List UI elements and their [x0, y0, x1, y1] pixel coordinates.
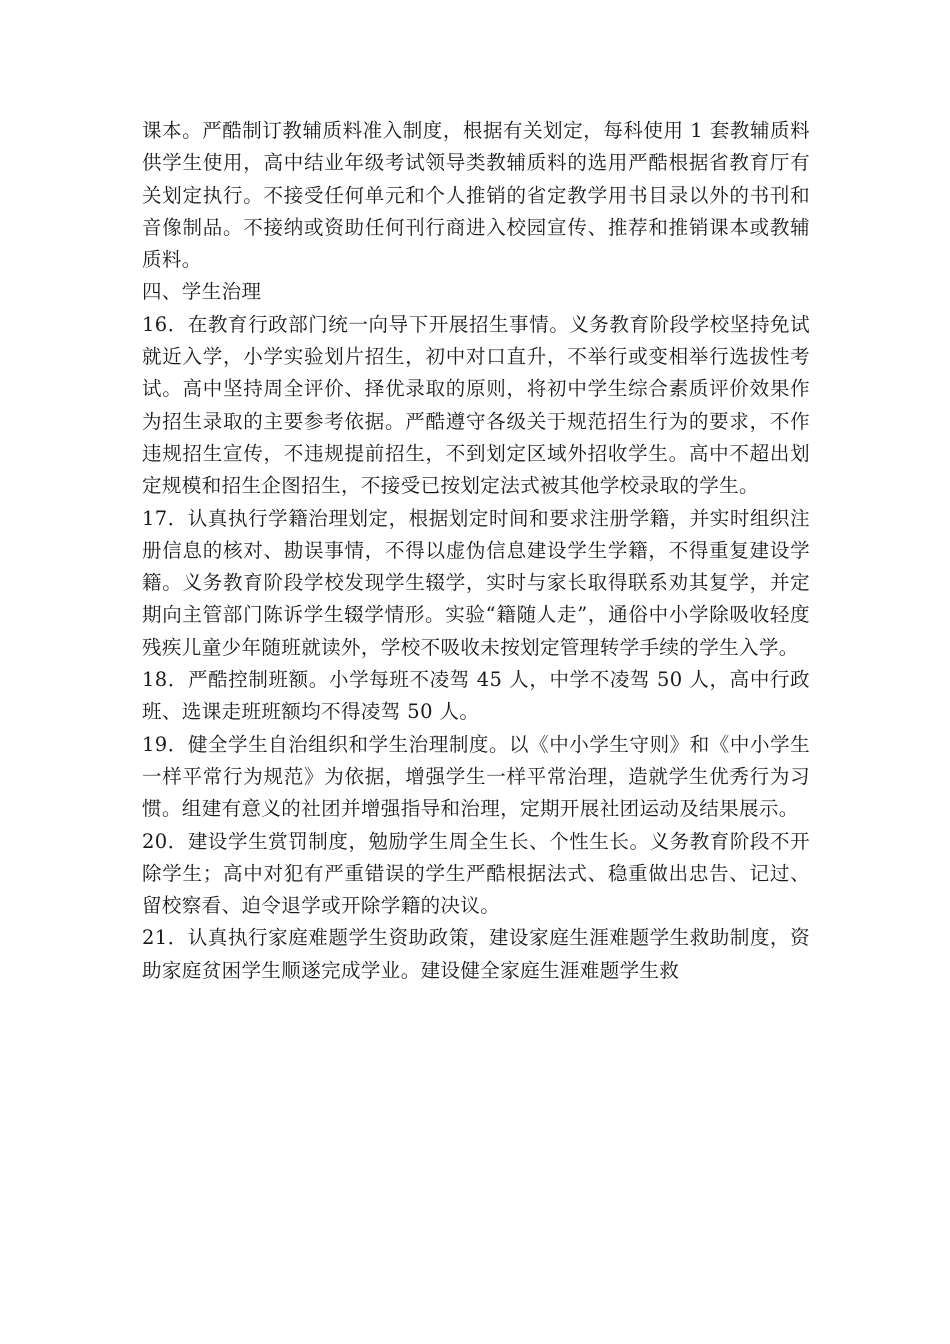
document-body — [142, 115, 810, 987]
paragraph-item-21: 21．认真执行家庭难题学生资助政策，建设家庭生涯难题学生救助制度，资助家庭贫困学生顺遂完成学业。建设健全家庭生涯难题学生救 — [142, 926, 810, 982]
paragraph-item-20: 20．建设学生赏罚制度，勉励学生周全生长、个性生长。义务教育阶段不开除学生；高中对犯有严重错误的学生严酷根据法式、稳重做出忠告、记过、留校察看、迫令退学或开除学籍的决议。 — [142, 829, 810, 918]
paragraph-textbook-materials: 课本。严酷制订教辅质料准入制度，根据有关划定，每科使用 1 套教辅质料供学生使用，高中结业年级考试领导类教辅质料的选用严酷根据省教育厅有关划定执行。不接受任何单元和个人推销的省定教学用书目录以外的书刊和音像制品。不接纳或资助任何刊行商进入校园宣传、推荐和推销课本或教辅质料。 — [142, 119, 810, 272]
paragraph-item-19: 19．健全学生自治组织和学生治理制度。以《中小学生守则》和《中小学生一样平常行为规范》为依据，增强学生一样平常治理，造就学生优秀行为习惯。组建有意义的社团并增强指导和治理，定期开展社团运动及结果展示。 — [142, 732, 810, 821]
section-heading-student-management: 四、学生治理 — [142, 280, 262, 304]
paragraph-item-17: 17．认真执行学籍治理划定，根据划定时间和要求注册学籍，并实时组织注册信息的核对、勘误事情，不得以虚伪信息建设学生学籍，不得重复建设学籍。义务教育阶段学校发现学生辍学，实时与家长取得联系劝其复学，并定期向主管部门陈诉学生辍学情形。实验“籍随人走”，通俗中小学除吸收轻度残疾儿童少年随班就读外，学校不吸收未按划定管理转学手续的学生入学。 — [142, 506, 810, 659]
paragraph-item-16: 16．在教育行政部门统一向导下开展招生事情。义务教育阶段学校坚持免试就近入学，小学实验划片招生，初中对口直升，不举行或变相举行选拔性考试。高中坚持周全评价、择优录取的原则，将初中学生综合素质评价效果作为招生录取的主要参考依据。严酷遵守各级关于规范招生行为的要求，不作违规招生宣传，不违规提前招生，不到划定区域外招收学生。高中不超出划定规模和招生企图招生，不接受已按划定法式被其他学校录取的学生。 — [142, 312, 810, 498]
paragraph-item-18: 18．严酷控制班额。小学每班不凌驾 45 人，中学不凌驾 50 人，高中行政班、选课走班班额均不得凌驾 50 人。 — [142, 668, 810, 724]
